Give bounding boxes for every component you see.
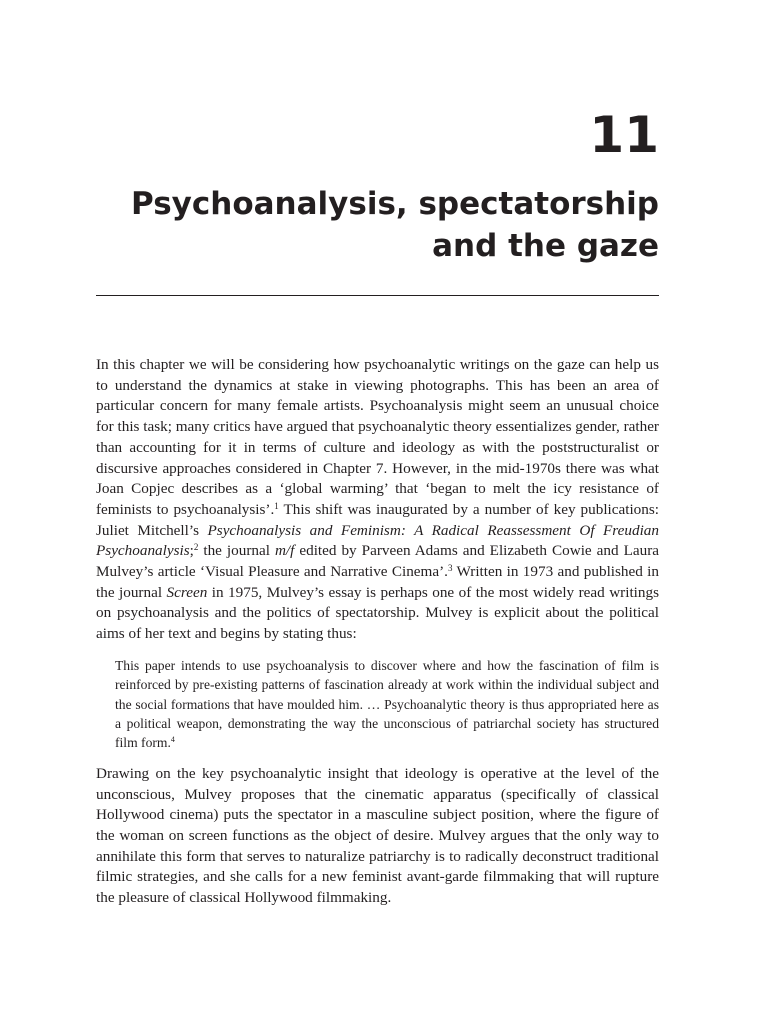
intro-text-2: This shift was inaugurated by a number of key publications: Juliet Mitchell’s — [96, 500, 659, 539]
footnote-ref-3[interactable]: 3 — [447, 563, 453, 574]
chapter-title-line-1: Psychoanalysis, spectatorship — [131, 186, 659, 222]
intro-text-6: Written in 1973 and published in the journal — [96, 563, 659, 601]
footnote-ref-2[interactable]: 2 — [193, 542, 199, 553]
book-title-psychoanalysis-feminism: Psychoanalysis and Feminism: A Radical Reassessment Of Freudian Psychoanalysis — [96, 521, 659, 560]
chapter-title — [96, 183, 659, 267]
journal-title-mf: m/f — [274, 542, 295, 560]
paragraph-mulvey: Drawing on the key psychoanalytic insight that ideology is operative at the level of the unconscious, Mulvey proposes that the cinematic apparatus (specifically of classical Hollywood cinema) puts the spectator in a masculine subject position, where the figure of the woman on screen functions as the object of desire. Mulvey argues that the only way to annihilate this form that serves to naturalize patriarchy is to radically deconstruct traditional filmic strategies, and she calls for a new feminist avant-garde filmmaking that will rupture the pleasure of classical Hollywood filmmaking. — [96, 764, 659, 907]
paragraph-intro — [96, 355, 659, 645]
footnote-ref-1[interactable]: 1 — [274, 500, 279, 511]
intro-text-4: the journal — [198, 542, 275, 560]
journal-title-screen: Screen — [166, 583, 208, 601]
title-divider — [96, 295, 659, 296]
block-quote — [115, 656, 659, 753]
intro-text-5: edited by Parveen Adams and Elizabeth Cowie and Laura Mulvey’s article ‘Visual Pleasure and Narrative Cinema’. — [96, 542, 659, 581]
chapter-body — [96, 355, 659, 909]
quote-text: This paper intends to use psychoanalysis to discover where and how the fascination of film is reinforced by pre-existing patterns of fascination already at work within the individual subject and the social formations that have moulded him. … Psychoanalytic theory is thus appropriated here as a political weapon, demonstrating the way the unconscious of patriarchal society has structured film form. — [115, 657, 659, 751]
chapter-title-line-2: and the gaze — [432, 228, 659, 264]
book-page — [96, 0, 659, 1024]
intro-text-3: ; — [189, 542, 194, 560]
intro-text-7: in 1975, Mulvey’s essay is perhaps one of the most widely read writings on psychoanalysis and the politics of spectatorship. Mulvey is explicit about the political aims of her text and begins by stating thus: — [96, 583, 659, 643]
chapter-number: 11 — [589, 106, 659, 164]
footnote-ref-4[interactable]: 4 — [170, 735, 175, 745]
intro-text-1: In this chapter we will be considering how psychoanalytic writings on the gaze can help us to understand the dynamics at stake in viewing photographs. This has been an area of particular concern for many female artists. Psychoanalysis might seem an unusual choice for this task; many critics have argued that psychoanalytic theory essentializes gender, rather than accounting for it in terms of culture and ideology as with the poststructuralist or discursive approaches considered in Chapter 7. However, in the mid-1970s there was what Joan Copjec describes as a ‘global warming’ that ‘began to melt the icy resistance of feminists to psychoanalysis’. — [96, 356, 659, 518]
